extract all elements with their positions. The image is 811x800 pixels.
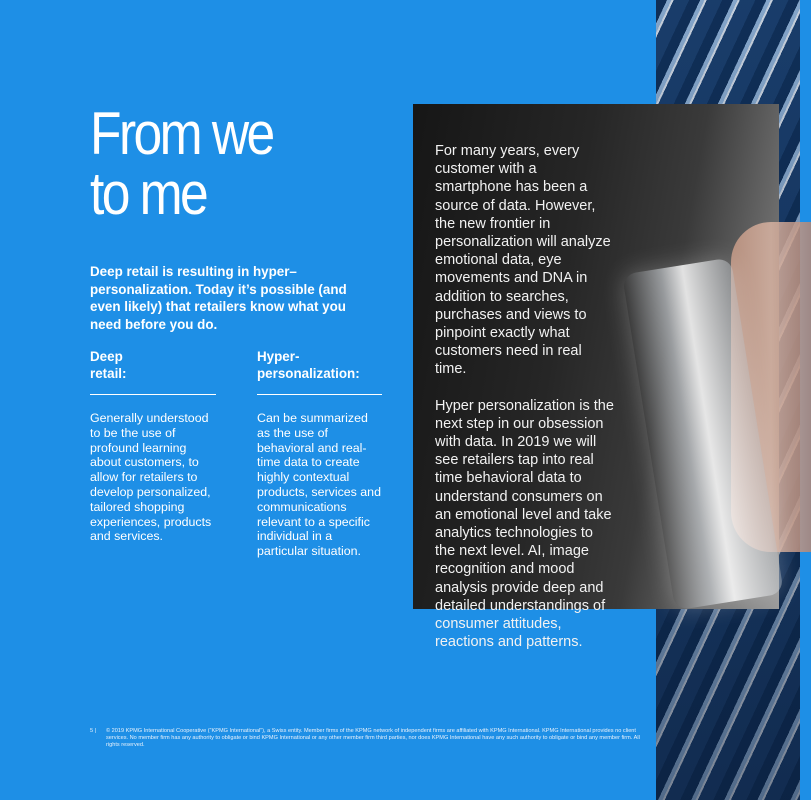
heading-line-2: personalization: [257, 366, 360, 381]
column-body: Generally understood to be the use of profound learning about customers, to allow for retailers to develop personalized, tailored shopping experiences, products and services. [90, 411, 212, 544]
heading-line-2: retail: [90, 366, 127, 381]
column-heading [90, 348, 220, 394]
heading-line-1: Hyper- [257, 349, 300, 364]
footer [90, 728, 650, 750]
lead-paragraph: Deep retail is resulting in hyper–personalization. Today it’s possible (and even likely) that retailers know what you need before you do. [90, 264, 347, 332]
page-title [90, 100, 273, 227]
divider [90, 394, 216, 395]
heading-line-1: Deep [90, 349, 123, 364]
copyright-text: © 2019 KPMG International Cooperative (“KPMG International”), a Swiss entity. Member firms of the KPMG network of independent firms are affiliated with KPMG International. KPMG International provides no client services. No member firm has any authority to obligate or bind KPMG International or any other member firm third parties, nor does KPMG International have any such authority to obligate or bind any member firm. All rights reserved. [106, 728, 640, 749]
column-body: Can be summarized as the use of behavioral and real-time data to create highly contextual products, services and communications relevant to a specific individual in a particular situation. [257, 411, 381, 559]
title-line-1: From we [90, 100, 273, 167]
column-deep-retail [90, 348, 220, 544]
panel-paragraph-1: For many years, every customer with a smartphone has been a source of data. However, the new frontier in personalization will analyze emotional data, eye movements and DNA in addition to searches, purchases and views to pinpoint exactly what customers need in real time. [435, 143, 611, 378]
panel-paragraph-2: Hyper personalization is the next step in our obsession with data. In 2019 we will see retailers tap into real time behavioral data to understand consumers on an emotional level and take analytics technologies to the next level. AI, image recognition and mood analysis provide deep and detailed understandings of consumer attitudes, reactions and patterns. [435, 397, 614, 651]
panel-text [435, 142, 615, 651]
page-number: 5 | [90, 728, 97, 734]
column-heading [257, 348, 384, 394]
divider [257, 394, 382, 395]
column-hyper-personalization [257, 348, 384, 559]
photo-panel [413, 104, 779, 651]
title-line-2: to me [90, 160, 207, 227]
